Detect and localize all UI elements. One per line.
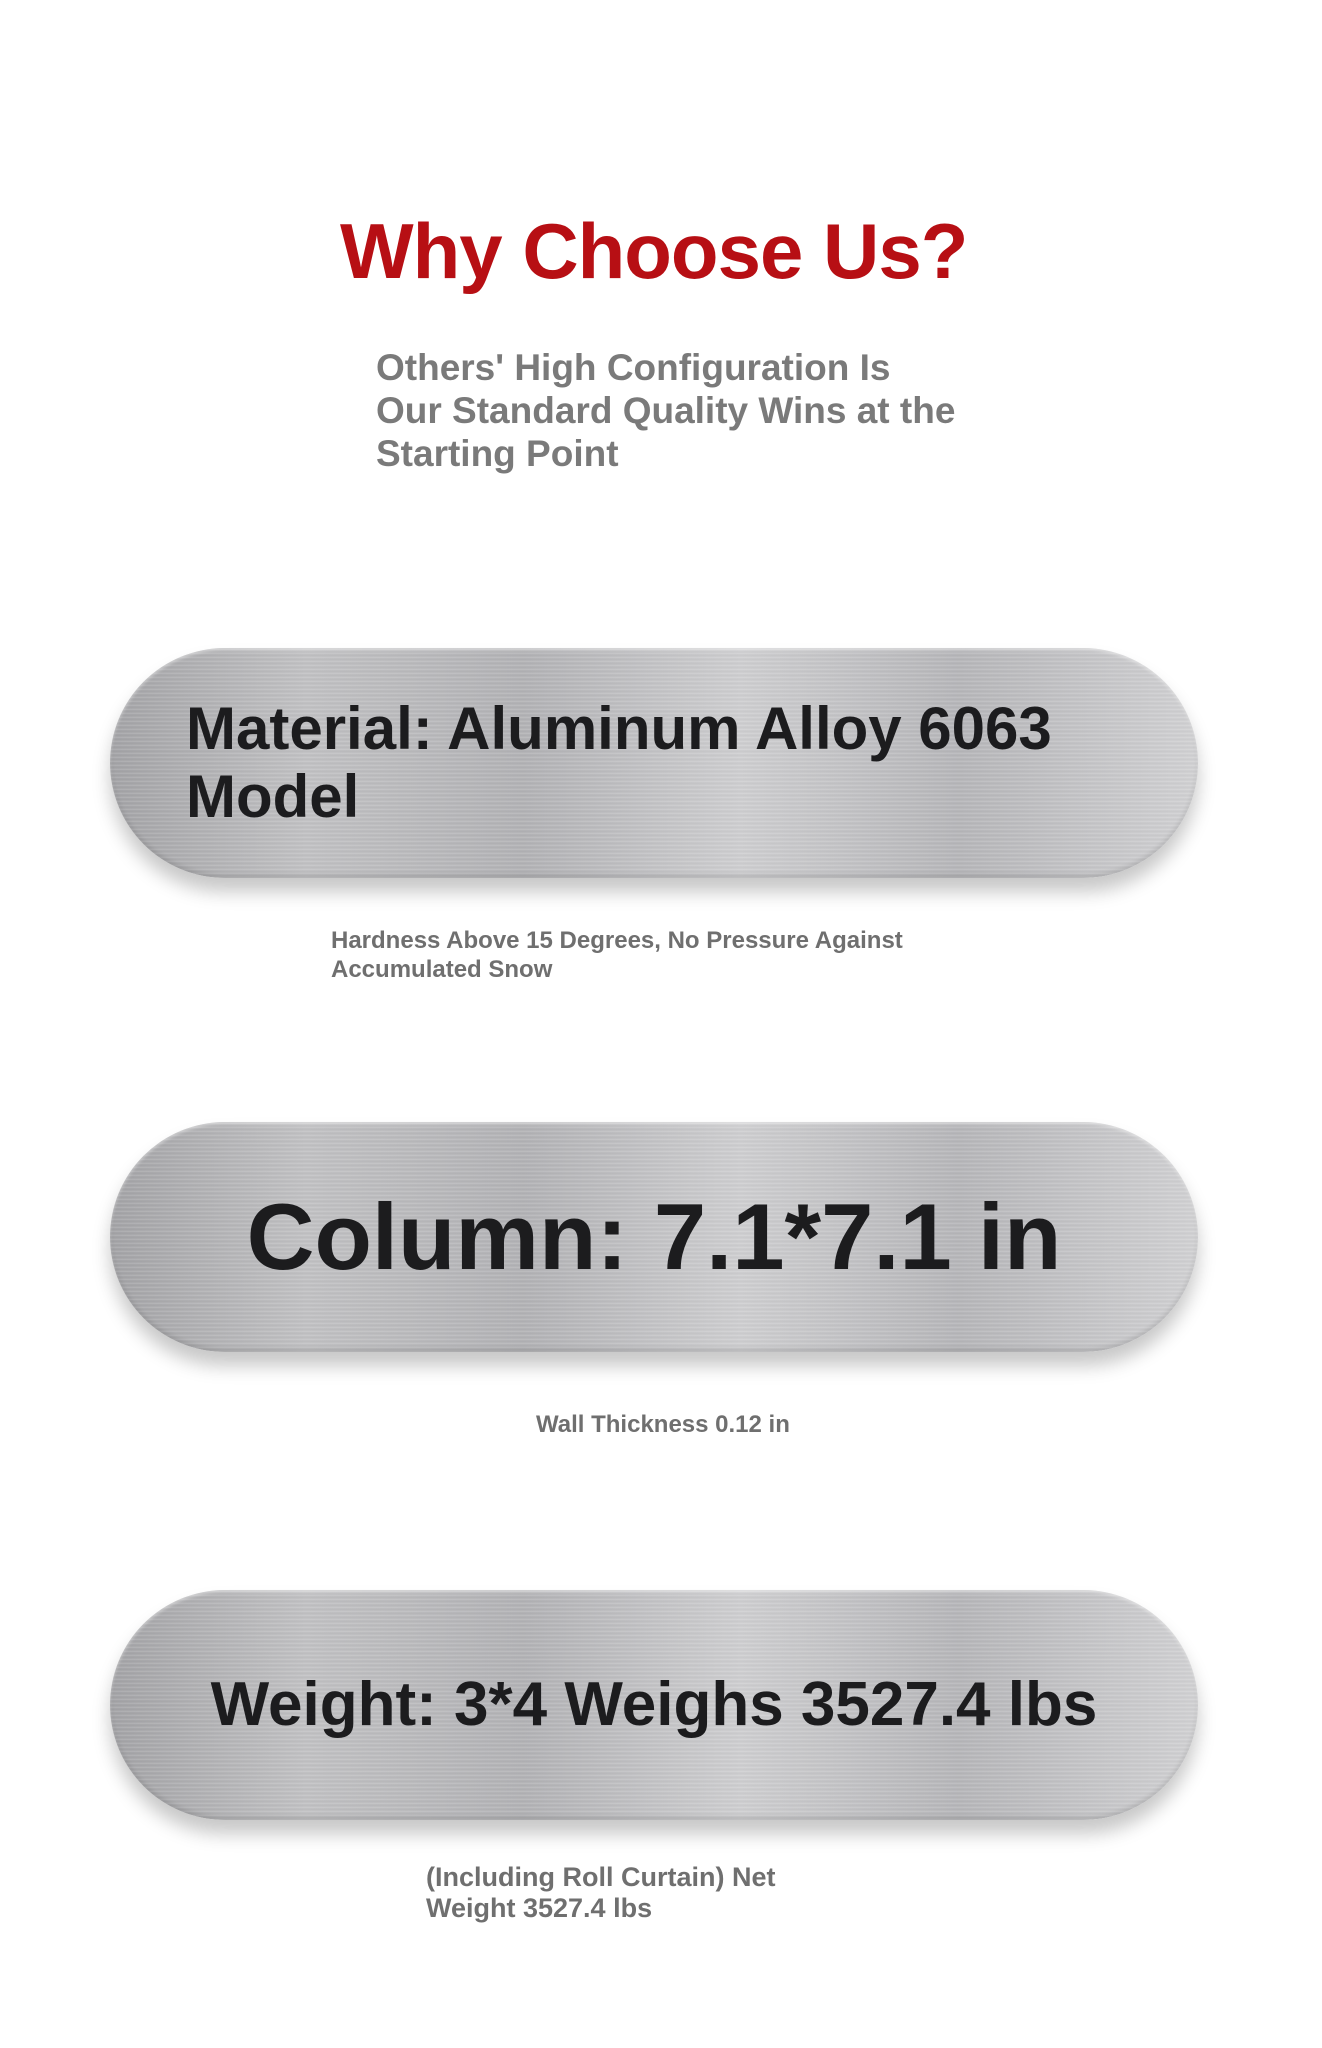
- feature-label-column: Column: 7.1*7.1 in: [246, 1184, 1062, 1289]
- feature-label-weight: Weight: 3*4 Weighs 3527.4 lbs: [210, 1670, 1098, 1739]
- feature-banner-material: [110, 648, 1198, 878]
- page-title: Why Choose Us?: [340, 207, 968, 295]
- feature-banner-weight: [110, 1590, 1198, 1820]
- feature-caption-column: Wall Thickness 0.12 in: [536, 1411, 790, 1438]
- page-subtitle: Others' High Configuration Is Our Standard Quality Wins at the Starting Point: [376, 347, 956, 474]
- feature-banner-column: [110, 1122, 1198, 1352]
- feature-caption-weight: (Including Roll Curtain) Net Weight 3527.4 lbs: [426, 1862, 776, 1923]
- feature-label-material: Material: Aluminum Alloy 6063 Model: [186, 695, 1052, 830]
- feature-caption-material: Hardness Above 15 Degrees, No Pressure Against Accumulated Snow: [331, 927, 903, 983]
